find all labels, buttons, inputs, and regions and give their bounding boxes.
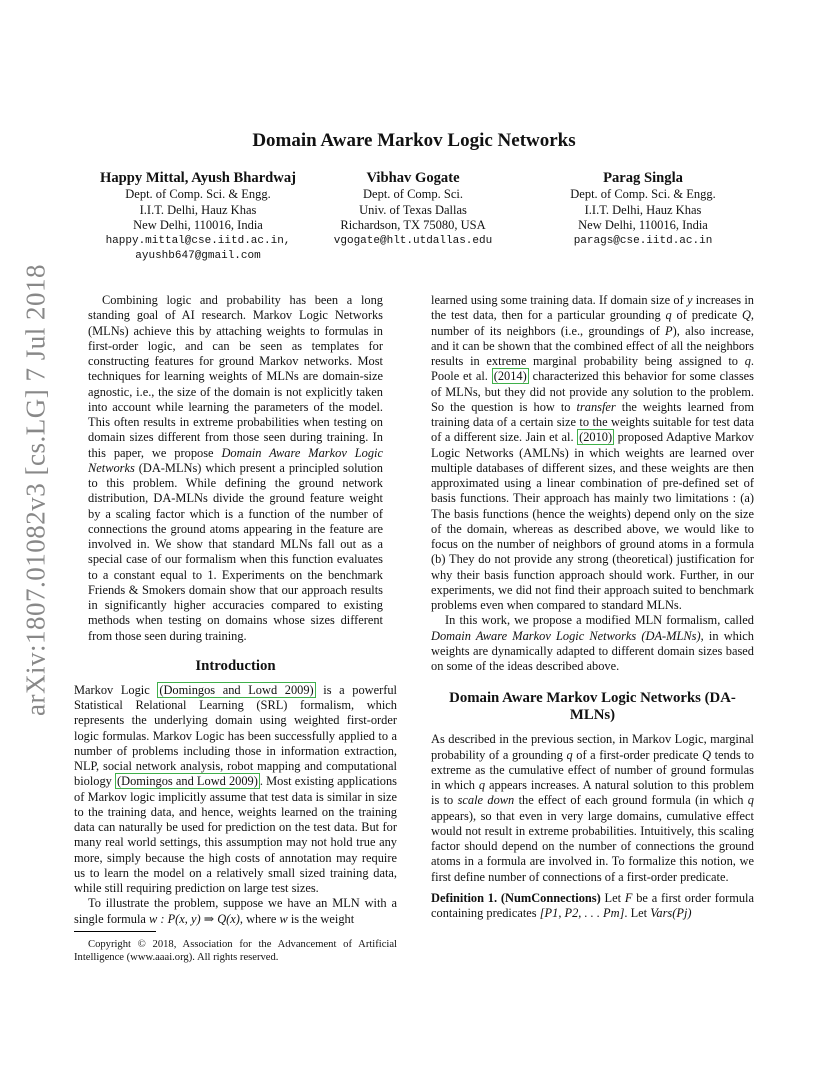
left-column — [74, 293, 397, 964]
citation-link[interactable]: (2010) — [579, 430, 613, 445]
section-heading-da-mlns: Domain Aware Markov Logic Networks (DA-MLNs) — [449, 690, 736, 724]
author-block-3 — [538, 170, 748, 249]
arxiv-sidebar — [16, 264, 56, 716]
citation-link[interactable]: (2014) — [493, 369, 527, 384]
arxiv-identifier: arXiv:1807.01082v3 [cs.LG] 7 Jul 2018 — [20, 264, 51, 716]
author-block-1 — [78, 170, 318, 265]
author-affiliation: Univ. of Texas Dallas — [359, 202, 467, 217]
paper-title: Domain Aware Markov Logic Networks — [252, 130, 576, 151]
intro-paragraph-1: Markov Logic (Domingos and Lowd 2009) is a powerful Statistical Relational Learning (SRL) formalism, which represents the underlying domain using weighted first-order logic formulas. Markov Logic has been successfully applied to a number of problems including those in information extraction, NLP, social network analysis, robot mapping and computational biology (Domingos and Lowd 2009) . Most existing applications of Markov logic implicitly assume that test data is similar in size to the training data, and hence, weights learned on the training data can naturally be used for prediction on the test data. But for many real world settings, this assumption may not hold true any more, simply because the high costs of annotation may require us to learn the model on a relatively small sized training data, while still requiring prediction on large test sizes. — [74, 682, 397, 895]
author-email: ayushb647@gmail.com — [135, 250, 261, 263]
intro-paragraph-2: To illustrate the problem, suppose we have an MLN with a single formula w : P(x, y) ⇒ Q(x), where w is the weight — [74, 896, 397, 926]
author-affiliation: New Delhi, 110016, India — [578, 218, 708, 233]
citation-link[interactable]: (Domingos and Lowd 2009) — [117, 774, 258, 789]
da-mlns-paragraph: As described in the previous section, in Markov Logic, marginal probability of a grounding q of a first-order predicate Q tends to extreme as the cumulative effect of number of ground formulas in which q appears increases. A natural solution to this problem is to scale down the effect of each ground formula (in which q appears), so that even in very large domains, cumulative effect would not result in extreme probabilities. Intuitively, this scaling factor should depend on the number of connections the ground atoms in a formula are involved in. To formalize this notion, we first define number of connections of a first-order predicate. — [431, 732, 754, 884]
author-name: Parag Singla — [603, 170, 683, 186]
author-affiliation: Dept. of Comp. Sci. & Engg. — [570, 187, 716, 201]
author-affiliation: Dept. of Comp. Sci. & Engg. — [125, 187, 271, 201]
author-name: Vibhav Gogate — [366, 170, 460, 186]
author-affiliation: Dept. of Comp. Sci. — [363, 187, 463, 201]
author-affiliation: New Delhi, 110016, India — [133, 218, 263, 233]
section-heading-introduction: Introduction — [195, 657, 276, 674]
author-email: happy.mittal@cse.iitd.ac.in, — [105, 234, 291, 247]
abstract: Combining logic and probability has been a long standing goal of AI research. Markov Logic Networks (MLNs) achieve this by attaching weights to formulas in first-order logic, and can be seen as templates for constructing features for ground Markov networks. Most techniques for learning weights of MLNs are domain-size agnostic, i.e., the size of the domain is not explicitly taken into account while learning the parameters of the model. This often results in extreme probabilities when testing on domain sizes different from those seen during training. In this paper, we propose Domain Aware Markov Logic Networks (DA-MLNs) which present a principled solution to this problem. While defining the ground network distribution, DA-MLNs divide the ground feature weight by a scaling factor which is a function of the number of connections the ground atoms appearing in the feature are involved in. We show that standard MLNs fall out as a special case of our formalism when this function evaluates to a constant equal to 1. Experiments on the benchmark Friends & Smokers domain show that our approach results in significantly higher accuracies compared to existing methods when testing on domains whose sizes different from those seen during training. — [88, 293, 383, 643]
footnote-rule — [74, 931, 156, 932]
citation-link[interactable]: (Domingos and Lowd 2009) — [159, 682, 314, 697]
author-affiliation: I.I.T. Delhi, Hauz Khas — [584, 202, 702, 217]
right-paragraph-1: learned using some training data. If domain size of y increases in the test data, then for a particular grounding q of predicate Q, number of its neighbors (i.e., groundings of P), also increase, and it can be shown that the combined effect of all the neighbors results in extreme marginal probability being assigned to q. Poole et al. (2014) characterized this behavior for some classes of MLNs, but they did not provide any solution to the problem. So the question is how to transfer the weights learned from training data of a certain size to the weights suitable for test data of a different size. Jain et al. (2010) proposed Adaptive Markov Logic Networks (AMLNs) in which weights are learned over multiple databases of different sizes, and these weights are then approximated using a linear combination of pre-defined set of basis functions. Their approach has mainly two limitations : (a) The basis functions (hence the weights) depend only on the size of the domain, whereas as described above, we would like to focus on the number of neighbors of ground atoms in a formula (b) They do not provide any strong (theoretical) justification for why their basis function approach should work. Further, in our experiments, we did not find their approach suited to benchmark problems even when compared to standard MLNs. — [431, 293, 755, 612]
author-affiliation: I.I.T. Delhi, Hauz Khas — [139, 202, 257, 217]
author-email: parags@cse.iitd.ac.in — [573, 234, 713, 247]
right-paragraph-2: In this work, we propose a modified MLN formalism, called Domain Aware Markov Logic Networks (DA-MLNs), in which weights are dynamically adapted to different domain sizes based on some of the ideas described above. — [431, 613, 754, 673]
right-column — [431, 293, 754, 921]
copyright-footnote: Copyright © 2018, Association for the Advancement of Artificial Intelligence (www.aaai.org). All rights reserved. — [74, 938, 397, 963]
author-name: Happy Mittal, Ayush Bhardwaj — [100, 170, 296, 186]
author-email: vgogate@hlt.utdallas.edu — [333, 234, 493, 247]
author-affiliation: Richardson, TX 75080, USA — [340, 218, 486, 233]
definition-1: Definition 1. (NumConnections) Let F be a first order formula containing predicates [P1, P2, . . . Pm]. Let Vars(Pj) — [431, 890, 754, 920]
author-block-2 — [318, 170, 508, 249]
